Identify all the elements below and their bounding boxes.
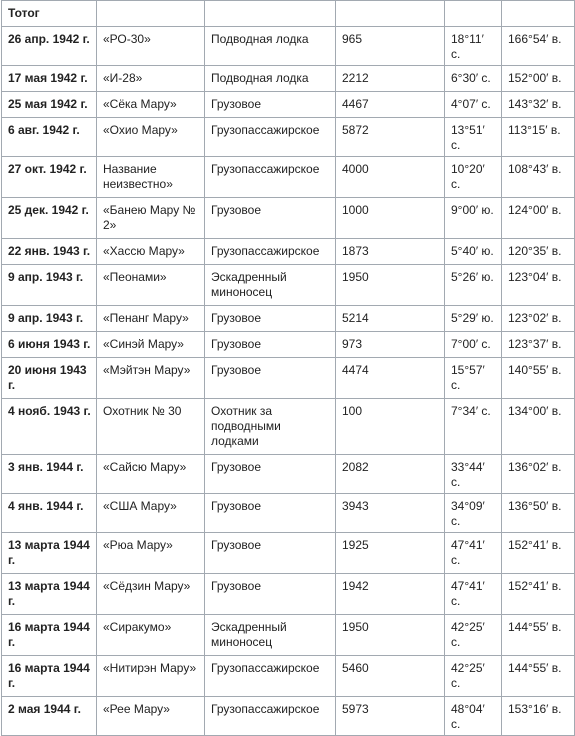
ship-type-cell: Грузопассажирское xyxy=(205,157,336,198)
tonnage-cell: 1950 xyxy=(336,265,445,306)
longitude-cell: 123°02′ в. xyxy=(502,306,575,332)
ship-name-cell: «Нитирэн Мару» xyxy=(97,656,205,697)
ship-name-cell: «Банею Мару № 2» xyxy=(97,198,205,239)
latitude-cell: 42°25′ с. xyxy=(445,615,502,656)
table-row xyxy=(2,455,575,494)
ship-name-cell: «И-28» xyxy=(97,66,205,92)
longitude-cell: 123°37′ в. xyxy=(502,332,575,358)
latitude-cell: 5°40′ ю. xyxy=(445,239,502,265)
tonnage-cell: 5214 xyxy=(336,306,445,332)
longitude-cell: 136°02′ в. xyxy=(502,455,575,494)
ship-type-cell: Охотник за подводными лодками xyxy=(205,399,336,455)
header-cell xyxy=(502,1,575,27)
date-cell: 4 янв. 1944 г. xyxy=(2,494,97,533)
latitude-cell: 42°25′ с. xyxy=(445,656,502,697)
latitude-cell: 18°11′ с. xyxy=(445,27,502,66)
date-cell: 20 июня 1943 г. xyxy=(2,358,97,399)
ship-type-cell: Эскадренный миноносец xyxy=(205,265,336,306)
latitude-cell: 33°44′ с. xyxy=(445,455,502,494)
header-cell xyxy=(97,1,205,27)
table-body xyxy=(2,1,575,736)
ship-type-cell: Грузовое xyxy=(205,332,336,358)
tonnage-cell: 965 xyxy=(336,27,445,66)
longitude-cell: 152°41′ в. xyxy=(502,574,575,615)
table-row xyxy=(2,615,575,656)
longitude-cell: 140°55′ в. xyxy=(502,358,575,399)
table-row xyxy=(2,574,575,615)
table-row xyxy=(2,239,575,265)
ship-name-cell: «Охио Мару» xyxy=(97,118,205,157)
table-row xyxy=(2,358,575,399)
latitude-cell: 48°04′ с. xyxy=(445,697,502,736)
table-row xyxy=(2,697,575,736)
header-cell xyxy=(205,1,336,27)
ship-type-cell: Подводная лодка xyxy=(205,66,336,92)
date-cell: 6 авг. 1942 г. xyxy=(2,118,97,157)
date-cell: 6 июня 1943 г. xyxy=(2,332,97,358)
tonnage-cell: 4474 xyxy=(336,358,445,399)
longitude-cell: 152°41′ в. xyxy=(502,533,575,574)
ship-name-cell: Название неизвестно» xyxy=(97,157,205,198)
table-row xyxy=(2,265,575,306)
tonnage-cell: 1873 xyxy=(336,239,445,265)
ship-type-cell: Подводная лодка xyxy=(205,27,336,66)
longitude-cell: 144°55′ в. xyxy=(502,615,575,656)
date-cell: 25 дек. 1942 г. xyxy=(2,198,97,239)
date-cell: 13 марта 1944 г. xyxy=(2,574,97,615)
tonnage-cell: 973 xyxy=(336,332,445,358)
date-cell: 9 апр. 1943 г. xyxy=(2,265,97,306)
longitude-cell: 108°43′ в. xyxy=(502,157,575,198)
date-cell: 25 мая 1942 г. xyxy=(2,92,97,118)
tonnage-cell: 2212 xyxy=(336,66,445,92)
longitude-cell: 153°16′ в. xyxy=(502,697,575,736)
ships-sunk-table xyxy=(1,0,575,736)
table-row xyxy=(2,494,575,533)
tonnage-cell: 5973 xyxy=(336,697,445,736)
ship-name-cell: «Сайсю Мару» xyxy=(97,455,205,494)
longitude-cell: 166°54′ в. xyxy=(502,27,575,66)
date-cell: 2 мая 1944 г. xyxy=(2,697,97,736)
tonnage-cell: 4000 xyxy=(336,157,445,198)
date-cell: 26 апр. 1942 г. xyxy=(2,27,97,66)
longitude-cell: 134°00′ в. xyxy=(502,399,575,455)
table-row xyxy=(2,157,575,198)
longitude-cell: 120°35′ в. xyxy=(502,239,575,265)
ship-type-cell: Грузовое xyxy=(205,533,336,574)
date-cell: 9 апр. 1943 г. xyxy=(2,306,97,332)
ship-type-cell: Грузопассажирское xyxy=(205,118,336,157)
latitude-cell: 9°00′ ю. xyxy=(445,198,502,239)
ship-name-cell: «Сёка Мару» xyxy=(97,92,205,118)
tonnage-cell: 1942 xyxy=(336,574,445,615)
table-header-row xyxy=(2,1,575,27)
ship-type-cell: Грузовое xyxy=(205,306,336,332)
table-row xyxy=(2,656,575,697)
longitude-cell: 136°50′ в. xyxy=(502,494,575,533)
ship-name-cell: «Пенанг Мару» xyxy=(97,306,205,332)
latitude-cell: 34°09′ с. xyxy=(445,494,502,533)
date-cell: 3 янв. 1944 г. xyxy=(2,455,97,494)
tonnage-cell: 1000 xyxy=(336,198,445,239)
longitude-cell: 152°00′ в. xyxy=(502,66,575,92)
ship-name-cell: «Сиракумо» xyxy=(97,615,205,656)
table-row xyxy=(2,399,575,455)
latitude-cell: 7°00′ с. xyxy=(445,332,502,358)
ship-name-cell: «США Мару» xyxy=(97,494,205,533)
table-row xyxy=(2,198,575,239)
table-row xyxy=(2,118,575,157)
longitude-cell: 124°00′ в. xyxy=(502,198,575,239)
ship-type-cell: Грузовое xyxy=(205,494,336,533)
ship-type-cell: Грузопассажирское xyxy=(205,697,336,736)
date-cell: 16 марта 1944 г. xyxy=(2,615,97,656)
table-row xyxy=(2,27,575,66)
ship-type-cell: Грузопассажирское xyxy=(205,239,336,265)
ship-type-cell: Грузопассажирское xyxy=(205,656,336,697)
ship-name-cell: «Рее Мару» xyxy=(97,697,205,736)
table-row xyxy=(2,332,575,358)
latitude-cell: 5°26′ ю. xyxy=(445,265,502,306)
date-cell: 17 мая 1942 г. xyxy=(2,66,97,92)
latitude-cell: 10°20′ с. xyxy=(445,157,502,198)
ship-name-cell: «Пеонами» xyxy=(97,265,205,306)
table-row xyxy=(2,66,575,92)
ship-name-cell: «Сёдзин Мару» xyxy=(97,574,205,615)
header-cell-total: Тотог xyxy=(2,1,97,27)
table-row xyxy=(2,92,575,118)
latitude-cell: 5°29′ ю. xyxy=(445,306,502,332)
tonnage-cell: 1950 xyxy=(336,615,445,656)
header-cell xyxy=(445,1,502,27)
tonnage-cell: 2082 xyxy=(336,455,445,494)
date-cell: 4 нояб. 1943 г. xyxy=(2,399,97,455)
latitude-cell: 15°57′ с. xyxy=(445,358,502,399)
header-cell xyxy=(336,1,445,27)
date-cell: 22 янв. 1943 г. xyxy=(2,239,97,265)
date-cell: 13 марта 1944 г. xyxy=(2,533,97,574)
latitude-cell: 4°07′ с. xyxy=(445,92,502,118)
latitude-cell: 6°30′ с. xyxy=(445,66,502,92)
tonnage-cell: 1925 xyxy=(336,533,445,574)
longitude-cell: 143°32′ в. xyxy=(502,92,575,118)
ship-name-cell: Охотник № 30 xyxy=(97,399,205,455)
longitude-cell: 144°55′ в. xyxy=(502,656,575,697)
ship-type-cell: Грузовое xyxy=(205,358,336,399)
ship-name-cell: «Рюа Мару» xyxy=(97,533,205,574)
tonnage-cell: 4467 xyxy=(336,92,445,118)
table-row xyxy=(2,306,575,332)
date-cell: 27 окт. 1942 г. xyxy=(2,157,97,198)
tonnage-cell: 5460 xyxy=(336,656,445,697)
date-cell: 16 марта 1944 г. xyxy=(2,656,97,697)
ship-type-cell: Грузовое xyxy=(205,574,336,615)
ship-type-cell: Грузовое xyxy=(205,455,336,494)
longitude-cell: 123°04′ в. xyxy=(502,265,575,306)
ship-name-cell: «Хассю Мару» xyxy=(97,239,205,265)
tonnage-cell: 3943 xyxy=(336,494,445,533)
latitude-cell: 7°34′ с. xyxy=(445,399,502,455)
latitude-cell: 47°41′ с. xyxy=(445,574,502,615)
ship-name-cell: «Синэй Мару» xyxy=(97,332,205,358)
longitude-cell: 113°15′ в. xyxy=(502,118,575,157)
table-row xyxy=(2,533,575,574)
latitude-cell: 13°51′ с. xyxy=(445,118,502,157)
ship-type-cell: Грузовое xyxy=(205,198,336,239)
ship-name-cell: «РО-30» xyxy=(97,27,205,66)
tonnage-cell: 100 xyxy=(336,399,445,455)
ship-name-cell: «Мэйтэн Мару» xyxy=(97,358,205,399)
ship-type-cell: Эскадренный миноносец xyxy=(205,615,336,656)
latitude-cell: 47°41′ с. xyxy=(445,533,502,574)
ship-type-cell: Грузовое xyxy=(205,92,336,118)
tonnage-cell: 5872 xyxy=(336,118,445,157)
